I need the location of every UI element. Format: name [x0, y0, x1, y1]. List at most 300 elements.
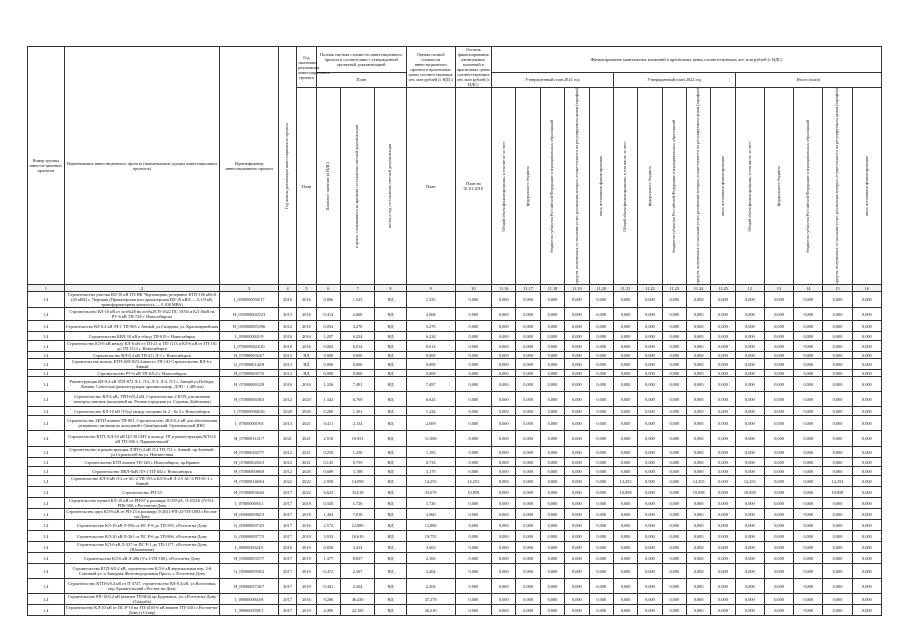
start-year-cell: 2017: [278, 520, 296, 531]
column-number: 2: [64, 285, 220, 292]
column-number: 11.24: [686, 285, 710, 292]
financing-value-cell: 0,000: [794, 416, 823, 431]
financing-value-cell: 0,000: [852, 377, 881, 392]
start-year-cell: 2013: [278, 359, 296, 370]
estimate-date-cell: НД: [375, 292, 407, 308]
project-id-cell: H_0700000652/8: [220, 377, 278, 392]
financing-value-cell: 0,000: [565, 594, 589, 605]
end-year-cell: 2018: [297, 531, 316, 542]
financing-value-cell: 0,000: [735, 352, 764, 359]
financing-value-cell: 0,000: [662, 594, 686, 605]
start-year-cell: 2017: [278, 605, 296, 616]
financing-value-cell: 0,000: [492, 509, 516, 520]
end-year-cell: 2019: [297, 542, 316, 553]
financing-value-cell: 0,000: [735, 605, 764, 616]
financing-value-cell: 0,000: [565, 476, 589, 487]
cost-in-prices-cell: 3,414: [341, 542, 375, 553]
financing-value-cell: 0,000: [764, 292, 793, 308]
end-year-cell: 2020: [297, 392, 316, 407]
group-number-cell: 1.4: [28, 431, 65, 447]
financing-value-cell: 14,253: [613, 476, 637, 487]
planned-cost-cell: 0,250: [316, 447, 340, 458]
financing-value-cell: 0,000: [711, 431, 735, 447]
financing-value-cell: 0,000: [589, 431, 613, 447]
planned-cost-cell: 1,336: [316, 377, 340, 392]
end-year-cell: 2016: [297, 594, 316, 605]
financing-value-cell: 0,000: [565, 407, 589, 416]
header-financing-group: Финансирование капитальных вложений в прогнозных ценах соответствующих лет, млн рублей (с НДС): [492, 47, 882, 73]
financing-value-cell: 0,000: [589, 392, 613, 407]
financing-value-cell: 0,000: [711, 498, 735, 509]
financing-value-cell: 0,000: [589, 605, 613, 616]
financing-value-cell: 0,000: [565, 370, 589, 377]
financing-value-cell: 0,000: [764, 564, 793, 579]
financing-value-cell: 0,000: [794, 531, 823, 542]
financing-value-cell: 0,000: [852, 553, 881, 564]
financing-value-cell: 0,000: [823, 447, 852, 458]
estimated-total-cell: 0,000: [406, 359, 455, 370]
column-number: 11.23: [662, 285, 686, 292]
financing-value-cell: 0,000: [565, 498, 589, 509]
project-id-cell: I_0700000693/1: [220, 498, 278, 509]
estimate-date-cell: НД: [375, 359, 407, 370]
financing-value-cell: 0,000: [662, 308, 686, 321]
financing-value-cell: 0,000: [492, 476, 516, 487]
cost-in-prices-cell: 0,000: [341, 352, 375, 359]
financing-value-cell: 0,000: [735, 553, 764, 564]
financing-value-cell: 0,000: [613, 332, 637, 341]
financing-value-cell: 0,000: [492, 416, 516, 431]
cost-in-prices-cell: 3,270: [341, 321, 375, 332]
financing-value-cell: 0,000: [613, 352, 637, 359]
estimate-date-cell: НД: [375, 458, 407, 467]
financing-value-cell: 0,000: [492, 564, 516, 579]
financing-value-cell: 0,000: [613, 564, 637, 579]
financing-value-cell: 0,000: [589, 467, 613, 476]
financing-value-cell: 0,000: [794, 605, 823, 616]
planned-cost-cell: 0,411: [316, 416, 340, 431]
financing-value-cell: 0,000: [823, 458, 852, 467]
financing-value-cell: 0,000: [686, 498, 710, 509]
remaining-financing-cell: 0,000: [455, 467, 492, 476]
financing-value-cell: 0,000: [589, 458, 613, 467]
financing-value-cell: 0,000: [565, 292, 589, 308]
financing-value-cell: 0,000: [565, 308, 589, 321]
remaining-financing-cell: 0,000: [455, 531, 492, 542]
financing-value-cell: 0,000: [735, 447, 764, 458]
financing-value-cell: 0,000: [662, 458, 686, 467]
header-end-plan: План: [297, 88, 316, 285]
estimated-total-cell: 2,404: [406, 564, 455, 579]
estimate-date-cell: НД: [375, 531, 407, 542]
planned-cost-cell: 0,000: [316, 370, 340, 377]
header-total: Итого (план): [735, 72, 881, 87]
financing-value-cell: 0,000: [492, 341, 516, 352]
financing-value-cell: 0,000: [794, 447, 823, 458]
financing-value-cell: 0,000: [764, 370, 793, 377]
group-number-cell: 1.4: [28, 579, 65, 594]
remaining-financing-cell: 0,000: [455, 605, 492, 616]
financing-value-cell: 0,000: [764, 447, 793, 458]
planned-cost-cell: 0,000: [316, 352, 340, 359]
header-cost-group: Полная сметная стоимость инвестиционного проекта в соответствии с утвержденной проектной документацией: [316, 47, 406, 73]
financing-value-cell: 0,000: [540, 531, 564, 542]
financing-value-cell: 0,000: [540, 579, 564, 594]
estimated-total-cell: 2,009: [406, 416, 455, 431]
financing-value-cell: 0,000: [794, 476, 823, 487]
column-number: 3: [220, 285, 278, 292]
end-year-cell: 2021: [297, 447, 316, 458]
financing-value-cell: 0,000: [565, 321, 589, 332]
financing-value-cell: 0,000: [613, 308, 637, 321]
financing-value-cell: 0,000: [711, 605, 735, 616]
financing-value-cell: 0,000: [492, 321, 516, 332]
project-name-cell: Строительство КЛ-10 кВ Л-9д2 между опорами № 2 - № 3 г. Новосибирск: [64, 407, 220, 416]
financing-value-cell: 0,000: [711, 447, 735, 458]
financing-value-cell: 0,000: [686, 520, 710, 531]
financing-value-cell: 0,000: [823, 498, 852, 509]
table-row: [28, 531, 882, 542]
table-row: [28, 467, 882, 476]
financing-value-cell: 0,000: [794, 377, 823, 392]
financing-value-cell: 0,000: [589, 341, 613, 352]
financing-value-cell: 0,000: [686, 332, 710, 341]
financing-value-cell: 0,000: [638, 564, 662, 579]
project-id-cell: G_0900000974/5: [220, 520, 278, 531]
column-number: 8: [375, 285, 407, 292]
financing-value-cell: 0,000: [613, 467, 637, 476]
column-number: 11.18: [540, 285, 564, 292]
financing-value-cell: 0,000: [613, 458, 637, 467]
financing-value-cell: 0,000: [823, 416, 852, 431]
cost-in-prices-cell: 33,618: [341, 487, 375, 498]
header-2021-total: Общий объем финансирования, в том числе за счет:: [492, 88, 516, 285]
financing-value-cell: 0,000: [613, 594, 637, 605]
financing-value-cell: 0,000: [852, 352, 881, 359]
financing-value-cell: 0,000: [638, 407, 662, 416]
financing-value-cell: 0,000: [794, 487, 823, 498]
group-number-cell: 1.4: [28, 605, 65, 616]
estimate-date-cell: НД: [375, 542, 407, 553]
financing-value-cell: 0,000: [638, 392, 662, 407]
financing-value-cell: 0,000: [492, 292, 516, 308]
project-name-cell: Строительство КЛ-10 кВ от ПС Р-10 на ТП-4103-6 кВ взамен ТП-3301 г.Ростов-на-Дону (г.Ставр): [65, 605, 219, 616]
cost-in-prices-cell: 7,018: [341, 509, 375, 520]
financing-value-cell: 0,000: [852, 341, 881, 352]
project-id-cell: I_0500000058/17: [220, 292, 278, 308]
financing-value-cell: 0,000: [492, 498, 516, 509]
column-number: 11.21: [613, 285, 637, 292]
project-name-cell: Строительство участка ВЛ-10 кВ ТП-НК 'Чертовщина, резервное КТП-100 кВт/6 (40 кВА) с. Чертовщ (Прокатерская или прокатерская ВЛ-10 кВ/6 — 0,1/0 кВ, трансформаторная мощность — 0,100 МВА): [64, 292, 220, 308]
financing-value-cell: 0,000: [589, 359, 613, 370]
financing-value-cell: 0,000: [516, 594, 540, 605]
financing-value-cell: 0,000: [565, 377, 589, 392]
planned-cost-cell: 0,345: [316, 498, 340, 509]
financing-value-cell: 0,000: [492, 531, 516, 542]
financing-value-cell: 0,000: [613, 359, 637, 370]
financing-value-cell: 10,858: [686, 487, 710, 498]
financing-value-cell: 0,000: [794, 467, 823, 476]
project-id-cell: H_0700000024/7: [220, 352, 278, 359]
financing-value-cell: 0,000: [540, 467, 564, 476]
financing-value-cell: 0,000: [492, 392, 516, 407]
financing-value-cell: 0,000: [638, 292, 662, 308]
financing-value-cell: 0,000: [540, 332, 564, 341]
financing-value-cell: 0,000: [589, 352, 613, 359]
end-year-cell: 2019: [297, 564, 316, 579]
estimate-date-cell: НД: [375, 594, 407, 605]
group-number-cell: 1.4: [28, 531, 65, 542]
financing-value-cell: 0,000: [686, 392, 710, 407]
end-year-cell: 2019: [297, 605, 316, 616]
financing-value-cell: 0,000: [852, 509, 881, 520]
header-estimate-plan: План: [406, 88, 455, 285]
start-year-cell: 2012: [278, 467, 296, 476]
financing-value-cell: 0,000: [516, 579, 540, 594]
estimate-date-cell: НД: [375, 509, 407, 520]
financing-value-cell: 14,253: [735, 476, 764, 487]
financing-value-cell: 0,000: [711, 476, 735, 487]
header-2022-regional: бюджетов субъектов Российской Федерации и муниципальных образований: [662, 88, 686, 285]
financing-value-cell: 0,000: [794, 509, 823, 520]
financing-value-cell: 0,000: [686, 594, 710, 605]
financing-value-cell: 0,000: [794, 594, 823, 605]
start-year-cell: 2017: [278, 594, 296, 605]
estimated-total-cell: 1,183: [406, 447, 455, 458]
financing-value-cell: 0,000: [492, 359, 516, 370]
financing-value-cell: 0,000: [613, 341, 637, 352]
financing-value-cell: 0,000: [662, 542, 686, 553]
header-project-id: Идентификатор инвестиционного проекта: [220, 47, 278, 285]
project-id-cell: H_0900003726/7: [220, 579, 278, 594]
financing-value-cell: 0,000: [589, 332, 613, 341]
financing-value-cell: 0,000: [540, 370, 564, 377]
financing-value-cell: 0,000: [662, 377, 686, 392]
financing-value-cell: 0,000: [662, 359, 686, 370]
financing-value-cell: 0,000: [711, 321, 735, 332]
financing-value-cell: 0,000: [565, 341, 589, 352]
financing-value-cell: 14,253: [686, 476, 710, 487]
financing-value-cell: 0,000: [852, 447, 881, 458]
financing-value-cell: 0,000: [662, 509, 686, 520]
header-year-2021: Утвержденный план 2021 год: [492, 72, 614, 87]
financing-value-cell: 0,000: [516, 542, 540, 553]
financing-value-cell: 0,000: [613, 392, 637, 407]
financing-value-cell: 0,000: [686, 377, 710, 392]
cost-in-prices-cell: 0,014: [341, 341, 375, 352]
financing-value-cell: 0,000: [764, 332, 793, 341]
estimate-date-cell: НД: [375, 407, 407, 416]
financing-value-cell: 0,000: [823, 594, 852, 605]
financing-value-cell: 0,000: [516, 292, 540, 308]
start-year-cell: 2012: [278, 370, 296, 377]
table-row: [28, 542, 882, 553]
financing-value-cell: 0,000: [638, 321, 662, 332]
financing-value-cell: 0,000: [492, 487, 516, 498]
remaining-financing-cell: 0,000: [455, 498, 492, 509]
financing-value-cell: 0,000: [794, 370, 823, 377]
financing-value-cell: 0,000: [852, 579, 881, 594]
financing-value-cell: 0,000: [589, 416, 613, 431]
financing-value-cell: 10,858: [823, 487, 852, 498]
project-id-cell: I_0500000041/9: [220, 332, 278, 341]
financing-value-cell: 0,000: [613, 520, 637, 531]
financing-value-cell: 0,000: [686, 467, 710, 476]
project-id-cell: H_0700001469/4: [220, 476, 278, 487]
financing-value-cell: 0,000: [565, 520, 589, 531]
estimated-total-cell: 33,679: [406, 487, 455, 498]
financing-value-cell: 0,000: [638, 605, 662, 616]
financing-value-cell: 0,000: [662, 370, 686, 377]
financing-value-cell: 0,000: [589, 377, 613, 392]
financing-value-cell: 0,000: [764, 605, 793, 616]
financing-value-cell: 0,000: [516, 359, 540, 370]
financing-value-cell: 0,000: [852, 498, 881, 509]
estimated-total-cell: 14,253: [406, 476, 455, 487]
estimated-total-cell: 2,106: [406, 553, 455, 564]
end-year-cell: 2016: [297, 332, 316, 341]
financing-value-cell: 0,000: [662, 487, 686, 498]
header-cost-plan: План: [316, 72, 406, 87]
financing-value-cell: 0,000: [823, 352, 852, 359]
remaining-financing-cell: 0,000: [455, 332, 492, 341]
header-cost-planned-value: Плановое значение (в ИДС): [316, 88, 340, 285]
financing-value-cell: 0,000: [852, 416, 881, 431]
financing-value-cell: 0,000: [823, 579, 852, 594]
group-number-cell: 1.4: [28, 377, 65, 392]
financing-value-cell: 0,000: [565, 447, 589, 458]
group-number-cell: 1.4: [28, 292, 65, 308]
end-year-cell: 2016: [297, 341, 316, 352]
planned-cost-cell: 0,830: [316, 542, 340, 553]
column-number: 10: [455, 285, 492, 292]
financing-value-cell: 0,000: [516, 476, 540, 487]
project-name-cell: Строительство двух КЛ-6 кВ от РП-23 в расширу Л-2611-РП-23-ТП-1883 г.Ростов-на-Дону: [64, 509, 220, 520]
remaining-financing-cell: 0,000: [455, 458, 492, 467]
financing-value-cell: 0,000: [735, 498, 764, 509]
planned-cost-cell: 0,002: [316, 341, 340, 352]
table-row: [28, 370, 882, 377]
estimated-total-cell: 0,733: [406, 458, 455, 467]
end-year-cell: НД: [297, 359, 316, 370]
planned-cost-cell: 1,342: [316, 392, 340, 407]
header-total-regional: бюджетов субъектов Российской Федерации и муниципальных образований: [794, 88, 823, 285]
financing-value-cell: 0,000: [638, 431, 662, 447]
financing-value-cell: 0,000: [852, 594, 881, 605]
project-name-cell: Строительство КЛ-10 кВ Л-361 от ПС Р-6 до ТП-866, г.Ростов-на-Дону: [64, 531, 220, 542]
financing-value-cell: 0,000: [735, 458, 764, 467]
column-number: 13: [764, 285, 793, 292]
header-group-number: Номер группы инвести-ционных проектов: [28, 47, 65, 285]
financing-value-cell: 0,000: [589, 447, 613, 458]
financing-value-cell: 0,000: [794, 352, 823, 359]
financing-value-cell: 0,000: [662, 498, 686, 509]
financing-value-cell: 0,000: [638, 352, 662, 359]
financing-value-cell: 0,000: [613, 377, 637, 392]
estimated-total-cell: 0,000: [406, 370, 455, 377]
financing-value-cell: 0,000: [540, 359, 564, 370]
financing-value-cell: 0,000: [492, 458, 516, 467]
estimated-total-cell: 2,668: [406, 308, 455, 321]
financing-value-cell: 0,000: [516, 509, 540, 520]
start-year-cell: 2013: [278, 308, 296, 321]
project-id-cell: G_0900000930/2: [220, 564, 278, 579]
column-number: 1: [28, 285, 65, 292]
table-row: [28, 341, 882, 352]
financing-value-cell: 0,000: [492, 332, 516, 341]
financing-value-cell: 0,000: [540, 292, 564, 308]
financing-value-cell: 0,000: [662, 476, 686, 487]
header-total-federal: федерального бюджета: [764, 88, 793, 285]
financing-value-cell: 0,000: [764, 416, 793, 431]
estimated-total-cell: 6,234: [406, 332, 455, 341]
project-name-cell: Строительство ВЛ-0,4 кВ ЗЧ-1 ТП-903 г. Анный, ул.Гагарина, ул. Красноармейская: [64, 321, 220, 332]
financing-value-cell: 0,000: [711, 341, 735, 352]
financing-value-cell: 0,000: [540, 341, 564, 352]
planned-cost-cell: 6,623: [316, 487, 340, 498]
financing-value-cell: 0,000: [852, 392, 881, 407]
financing-value-cell: 0,000: [686, 416, 710, 431]
financing-value-cell: 0,000: [852, 564, 881, 579]
cost-in-prices-cell: 1,726: [341, 498, 375, 509]
planned-cost-cell: 3,933: [316, 531, 340, 542]
financing-value-cell: 0,000: [764, 509, 793, 520]
group-number-cell: 1.4: [28, 370, 65, 377]
financing-value-cell: 0,000: [613, 498, 637, 509]
financing-value-cell: 0,000: [492, 431, 516, 447]
financing-value-cell: 0,000: [565, 531, 589, 542]
financing-value-cell: 0,000: [686, 308, 710, 321]
financing-value-cell: 0,000: [638, 308, 662, 321]
financing-value-cell: 0,000: [852, 542, 881, 553]
column-number: 5: [297, 285, 316, 292]
estimated-total-cell: 7,497: [406, 377, 455, 392]
financing-value-cell: 0,000: [852, 476, 881, 487]
financing-value-cell: 0,000: [794, 542, 823, 553]
estimate-date-cell: НД: [375, 467, 407, 476]
financing-value-cell: 0,000: [565, 352, 589, 359]
estimate-date-cell: НД: [375, 392, 407, 407]
financing-value-cell: 0,000: [589, 542, 613, 553]
financing-value-cell: 0,000: [711, 594, 735, 605]
table-row: [28, 498, 882, 509]
financing-value-cell: 0,000: [764, 407, 793, 416]
financing-value-cell: 0,000: [613, 292, 637, 308]
cost-in-prices-cell: 16,610: [341, 531, 375, 542]
financing-value-cell: 0,000: [662, 520, 686, 531]
group-number-cell: 1.4: [28, 564, 65, 579]
estimate-date-cell: НД: [375, 321, 407, 332]
project-name-cell: Строительство ВЛ-10 кВ от лот№28 на лот№28 П-1622 ПС 10/04 и КЛ 10кВ на РУ-6 кВ ТП-728 г. Новосибирска: [64, 308, 220, 321]
estimated-total-cell: 3,960: [406, 509, 455, 520]
table-row: [28, 520, 882, 531]
financing-value-cell: 0,000: [492, 520, 516, 531]
column-number: 14: [794, 285, 823, 292]
financing-value-cell: 0,000: [613, 431, 637, 447]
planned-cost-cell: 2,572: [316, 520, 340, 531]
group-number-cell: 1.4: [28, 542, 65, 553]
financing-value-cell: 0,000: [764, 321, 793, 332]
header-remainder-plan: План на 01.01.2018: [455, 88, 492, 285]
financing-value-cell: 0,000: [516, 308, 540, 321]
financing-value-cell: 0,000: [638, 359, 662, 370]
financing-value-cell: 0,000: [686, 509, 710, 520]
remaining-financing-cell: 0,000: [455, 370, 492, 377]
financing-value-cell: 0,000: [686, 447, 710, 458]
cost-in-prices-cell: 12,880: [341, 520, 375, 531]
cost-in-prices-cell: 6,234: [341, 332, 375, 341]
financing-value-cell: 0,000: [794, 553, 823, 564]
